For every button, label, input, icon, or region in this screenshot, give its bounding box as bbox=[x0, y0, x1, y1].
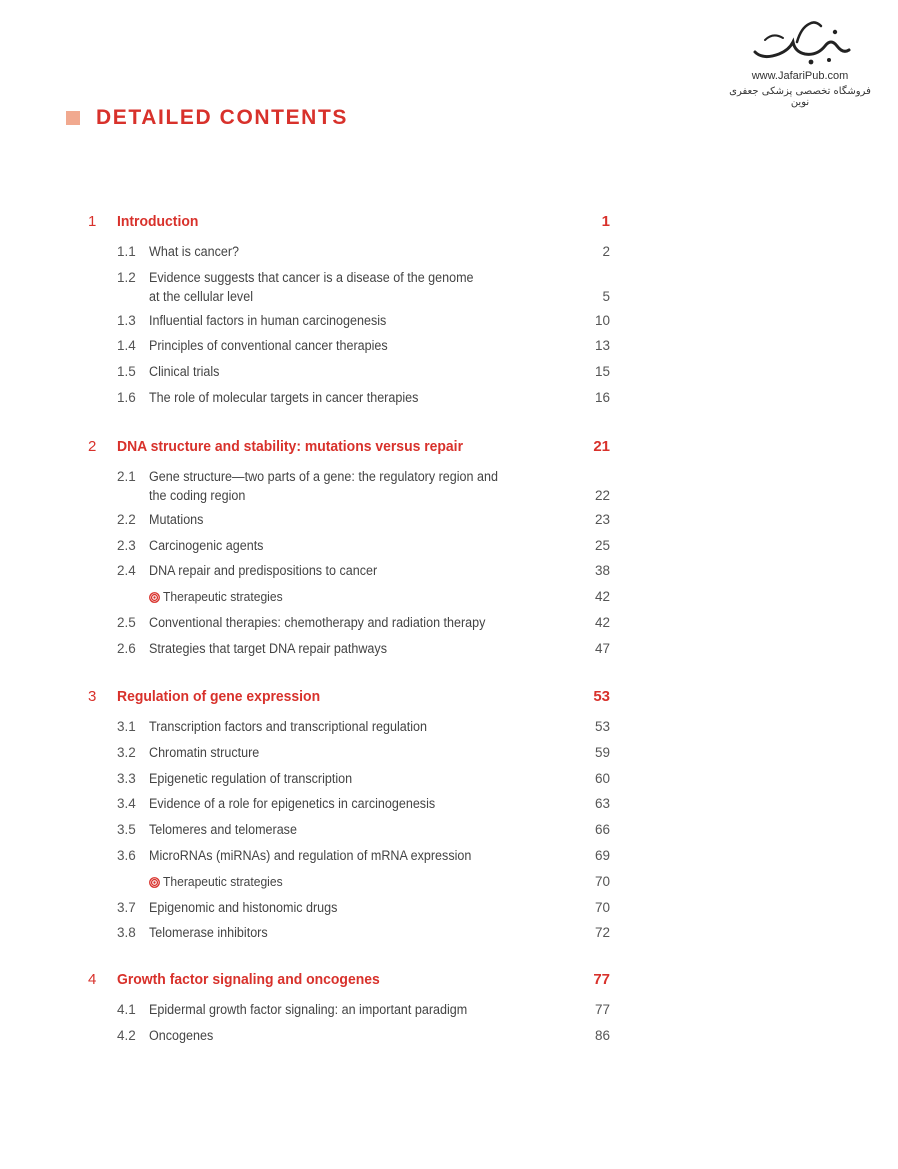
section-page: 77 bbox=[594, 1002, 610, 1017]
section-title: Evidence suggests that cancer is a disease of the genome bbox=[149, 269, 474, 285]
chapter-title: DNA structure and stability: mutations versus repair bbox=[117, 438, 464, 455]
section-title: DNA repair and predispositions to cancer bbox=[149, 563, 378, 579]
target-icon bbox=[149, 877, 160, 888]
section-page: 53 bbox=[594, 719, 610, 734]
section-title: Oncogenes bbox=[149, 1027, 214, 1043]
section-page: 60 bbox=[594, 770, 610, 786]
section-page: 69 bbox=[594, 848, 610, 863]
section-page: 10 bbox=[594, 312, 610, 328]
section-number: 3.7 bbox=[117, 899, 136, 915]
section-number: 1.2 bbox=[117, 269, 136, 285]
section-title: Epidermal growth factor signaling: an important paradigm bbox=[149, 1002, 468, 1017]
chapter-number: 3 bbox=[88, 688, 97, 705]
chapter-number: 2 bbox=[88, 438, 97, 455]
section-number: 1.1 bbox=[117, 244, 136, 259]
section-page: 47 bbox=[594, 640, 610, 656]
section-page: 25 bbox=[594, 537, 610, 553]
section-title: What is cancer? bbox=[149, 244, 240, 259]
page-heading bbox=[66, 104, 348, 132]
chapter-page: 1 bbox=[601, 213, 610, 230]
therapeutic-title: Therapeutic strategies bbox=[163, 589, 283, 605]
section-page: 70 bbox=[594, 873, 610, 889]
publisher-logo bbox=[720, 16, 880, 108]
logo-url: www.JafariPub.com bbox=[751, 70, 849, 82]
section-number: 1.6 bbox=[117, 390, 136, 405]
section-number: 2.1 bbox=[117, 469, 136, 484]
section-number: 4.1 bbox=[117, 1002, 136, 1017]
chapter-title: Introduction bbox=[117, 213, 199, 230]
section-number: 1.3 bbox=[117, 312, 136, 328]
section-title: Carcinogenic agents bbox=[149, 537, 264, 553]
section-title: Epigenetic regulation of transcription bbox=[149, 770, 353, 786]
section-title: Conventional therapies: chemotherapy and radiation therapy bbox=[149, 615, 486, 630]
section-page: 59 bbox=[594, 744, 610, 760]
section-number: 3.8 bbox=[117, 925, 136, 941]
section-page: 16 bbox=[594, 390, 610, 405]
section-page: 86 bbox=[594, 1027, 610, 1043]
section-number: 2.4 bbox=[117, 563, 136, 579]
chapter-number: 4 bbox=[88, 971, 97, 988]
therapeutic-title: Therapeutic strategies bbox=[163, 873, 283, 889]
section-page: 5 bbox=[602, 288, 610, 304]
section-page: 66 bbox=[594, 822, 610, 838]
section-page: 63 bbox=[594, 796, 610, 812]
section-number: 1.5 bbox=[117, 364, 136, 380]
target-icon bbox=[149, 592, 160, 603]
section-page: 72 bbox=[594, 925, 610, 941]
section-page: 13 bbox=[594, 338, 610, 354]
section-page: 23 bbox=[594, 511, 610, 527]
chapter-page: 53 bbox=[593, 688, 610, 705]
section-number: 1.4 bbox=[117, 338, 136, 354]
section-title-continued: at the cellular level bbox=[149, 288, 253, 304]
section-number: 3.4 bbox=[117, 796, 136, 812]
section-page: 70 bbox=[594, 899, 610, 915]
section-number: 3.3 bbox=[117, 770, 136, 786]
section-title: Mutations bbox=[149, 511, 204, 527]
section-number: 2.3 bbox=[117, 537, 136, 553]
chapter-page: 77 bbox=[593, 971, 610, 988]
section-page: 38 bbox=[594, 563, 610, 579]
section-number: 3.1 bbox=[117, 719, 136, 734]
section-number: 4.2 bbox=[117, 1027, 136, 1043]
section-page: 42 bbox=[594, 615, 610, 630]
section-title: Telomerase inhibitors bbox=[149, 925, 268, 941]
section-title: The role of molecular targets in cancer therapies bbox=[149, 390, 419, 405]
section-number: 3.6 bbox=[117, 848, 136, 863]
calligraphy-logo-icon bbox=[745, 16, 855, 70]
section-title: MicroRNAs (miRNAs) and regulation of mRNA expression bbox=[149, 848, 472, 863]
section-number: 2.5 bbox=[117, 615, 136, 630]
chapter-title: Regulation of gene expression bbox=[117, 688, 321, 705]
section-title-continued: the coding region bbox=[149, 488, 246, 503]
section-number: 2.6 bbox=[117, 640, 136, 656]
section-title: Clinical trials bbox=[149, 364, 220, 380]
section-title: Epigenomic and histonomic drugs bbox=[149, 899, 338, 915]
section-page: 2 bbox=[602, 244, 610, 259]
section-title: Gene structure—two parts of a gene: the regulatory region and bbox=[149, 469, 498, 484]
section-title: Strategies that target DNA repair pathways bbox=[149, 640, 387, 656]
page-title: DETAILED CONTENTS bbox=[96, 106, 348, 129]
heading-square-icon bbox=[66, 111, 80, 125]
section-page: 22 bbox=[594, 488, 610, 503]
section-title: Principles of conventional cancer therapies bbox=[149, 338, 388, 354]
section-title: Transcription factors and transcriptional regulation bbox=[149, 719, 427, 734]
section-number: 3.5 bbox=[117, 822, 136, 838]
section-number: 2.2 bbox=[117, 511, 136, 527]
logo-tagline: فروشگاه تخصصی پزشکی جعفری نوین bbox=[729, 86, 871, 108]
section-title: Chromatin structure bbox=[149, 744, 260, 760]
section-title: Evidence of a role for epigenetics in carcinogenesis bbox=[149, 796, 436, 812]
section-page: 15 bbox=[594, 364, 610, 380]
section-title: Influential factors in human carcinogenesis bbox=[149, 312, 387, 328]
chapter-title: Growth factor signaling and oncogenes bbox=[117, 971, 380, 988]
chapter-number: 1 bbox=[88, 213, 97, 230]
chapter-page: 21 bbox=[593, 438, 610, 455]
section-number: 3.2 bbox=[117, 744, 136, 760]
section-title: Telomeres and telomerase bbox=[149, 822, 297, 838]
section-page: 42 bbox=[594, 589, 610, 605]
